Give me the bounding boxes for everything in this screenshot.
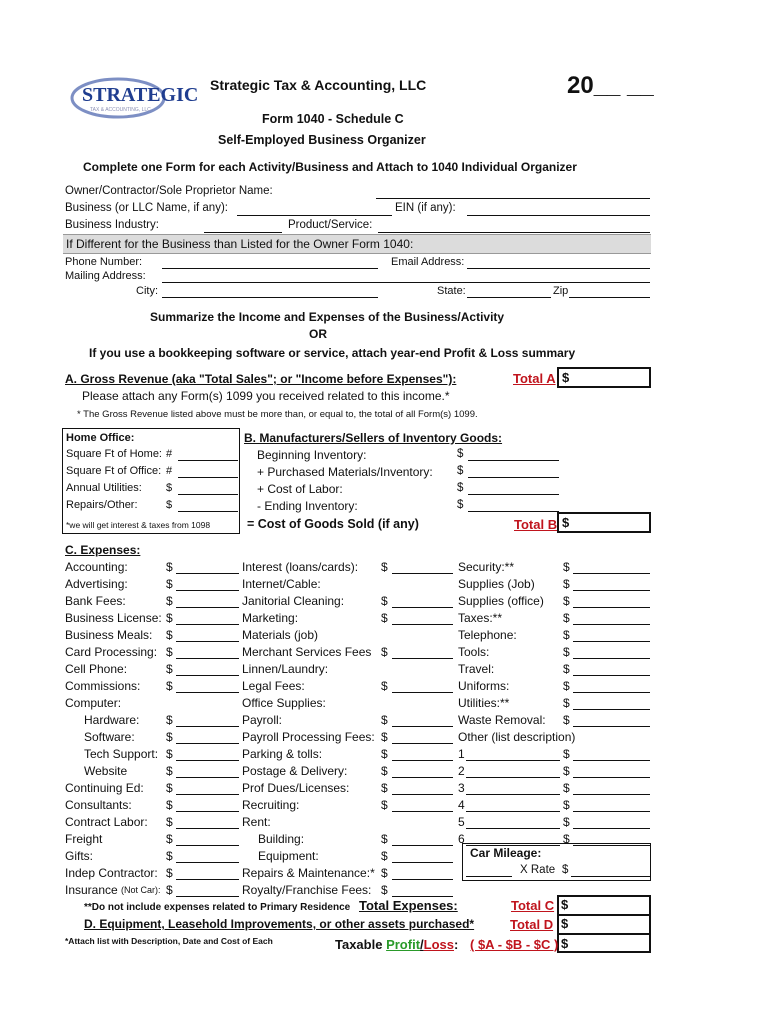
- expense-dollar: $: [381, 713, 388, 727]
- company-title: Strategic Tax & Accounting, LLC: [210, 77, 427, 93]
- expense-field[interactable]: [392, 811, 453, 812]
- expense-dollar: $: [563, 798, 570, 812]
- expense-dollar: $: [381, 679, 388, 693]
- taxable-label: [335, 937, 458, 952]
- expense-label: Telephone:: [458, 628, 517, 642]
- expense-dollar: $: [563, 628, 570, 642]
- expense-label: Building:: [258, 832, 305, 846]
- expense-dollar: $: [563, 645, 570, 659]
- expense-label: Insurance: [65, 883, 118, 897]
- expense-field[interactable]: [573, 641, 650, 642]
- total-a-dollar: $: [562, 370, 570, 385]
- expense-dollar: $: [381, 560, 388, 574]
- expense-dollar: $: [166, 781, 173, 795]
- expense-dollar: $: [381, 645, 388, 659]
- expense-label: Freight: [65, 832, 103, 846]
- expense-label: Payroll Processing Fees:: [242, 730, 375, 744]
- expense-dollar: $: [166, 628, 173, 642]
- expense-label: Materials (job): [242, 628, 319, 642]
- expense-field[interactable]: [176, 641, 239, 642]
- expense-dollar: $: [381, 594, 388, 608]
- expense-dollar: $: [381, 730, 388, 744]
- expense-dollar: $: [563, 832, 570, 846]
- phone-field[interactable]: [162, 268, 378, 269]
- section-a-title: A. Gross Revenue (aka "Total Sales"; or "Income before Expenses"):: [65, 372, 457, 386]
- expense-dollar: $: [166, 730, 173, 744]
- expense-dollar: $: [563, 560, 570, 574]
- expense-field[interactable]: [176, 692, 239, 693]
- summary-line3: If you use a bookkeeping software or service, attach year-end Profit & Loss summary: [89, 346, 576, 360]
- home-office-item-symbol: #: [166, 465, 173, 477]
- expense-label: Computer:: [65, 696, 122, 710]
- total-c-label: Total C: [511, 898, 555, 913]
- home-office-item-label: Square Ft of Home:: [66, 448, 162, 460]
- taxable-dollar: $: [561, 936, 569, 951]
- logo-sub: TAX & ACCOUNTING, LLC: [90, 107, 151, 113]
- expense-label: 3: [458, 781, 465, 795]
- expense-label: Prof Dues/Licenses:: [242, 781, 350, 795]
- loss-word: Loss: [423, 937, 454, 952]
- expense-field[interactable]: [176, 862, 239, 863]
- expense-field[interactable]: [392, 760, 453, 761]
- expense-label: Repairs & Maintenance:*: [242, 866, 375, 880]
- city-field[interactable]: [162, 297, 378, 298]
- expense-dollar: $: [381, 764, 388, 778]
- expense-label: Consultants:: [65, 798, 132, 812]
- expense-dollar: $: [166, 883, 173, 897]
- expense-dollar: $: [563, 594, 570, 608]
- expense-field[interactable]: [573, 726, 650, 727]
- different-banner: [63, 234, 651, 254]
- expense-field[interactable]: [573, 692, 650, 693]
- expense-dollar: $: [166, 832, 173, 846]
- expense-label: Software:: [84, 730, 135, 744]
- expense-field[interactable]: [176, 879, 239, 880]
- different-label: If Different for the Business than Listed for the Owner Form 1040:: [66, 237, 414, 251]
- expense-dollar: $: [166, 815, 173, 829]
- inventory-item-field[interactable]: [468, 460, 559, 461]
- ein-field[interactable]: [467, 215, 650, 216]
- home-office-item-symbol: $: [166, 482, 173, 494]
- expense-field[interactable]: [573, 573, 650, 574]
- inventory-item-dollar: $: [457, 482, 464, 494]
- expense-field[interactable]: [573, 794, 650, 795]
- expense-dollar: $: [381, 798, 388, 812]
- home-office-note: *we will get interest & taxes from 1098: [66, 520, 211, 530]
- home-office-item-field[interactable]: [178, 477, 238, 478]
- expense-field[interactable]: [176, 590, 239, 591]
- expense-label: Cell Phone:: [65, 662, 128, 676]
- expense-field[interactable]: [573, 828, 650, 829]
- expense-label: Recruiting:: [242, 798, 300, 812]
- home-office-title: Home Office:: [66, 432, 135, 444]
- expense-dollar: $: [381, 832, 388, 846]
- expense-field[interactable]: [392, 862, 453, 863]
- total-b-dollar: $: [562, 515, 570, 530]
- totals-box: [557, 895, 651, 953]
- instruction: Complete one Form for each Activity/Business and Attach to 1040 Individual Organizer: [83, 160, 577, 174]
- expense-label: 1: [458, 747, 465, 761]
- car-mileage-rate: X Rate: [520, 864, 556, 876]
- city-label: City:: [136, 285, 158, 297]
- expense-label: Travel:: [458, 662, 495, 676]
- home-office-item-label: Square Ft of Office:: [66, 465, 162, 477]
- home-office-item-field[interactable]: [178, 494, 238, 495]
- expense-label: Continuing Ed:: [65, 781, 144, 795]
- owner-name-field[interactable]: [376, 198, 650, 199]
- expense-field[interactable]: [176, 624, 239, 625]
- state-field[interactable]: [467, 297, 551, 298]
- total-d-divider: [557, 933, 651, 935]
- expense-label: Utilities:**: [458, 696, 510, 710]
- other-description-field[interactable]: [466, 777, 560, 778]
- expense-label: Equipment:: [258, 849, 319, 863]
- section-c-title: C. Expenses:: [65, 543, 141, 557]
- expense-dollar: $: [166, 662, 173, 676]
- expense-field[interactable]: [176, 896, 239, 897]
- expense-label: Uniforms:: [458, 679, 510, 693]
- expense-dollar: $: [166, 866, 173, 880]
- expense-label: Supplies (office): [458, 594, 544, 608]
- expense-label: Royalty/Franchise Fees:: [242, 883, 372, 897]
- expense-dollar: $: [381, 866, 388, 880]
- expense-dollar: $: [381, 883, 388, 897]
- car-mileage-amount[interactable]: [571, 876, 650, 877]
- total-c-divider: [557, 914, 651, 916]
- form-subtitle: Self-Employed Business Organizer: [218, 133, 426, 147]
- expense-label: Interest (loans/cards):: [242, 560, 359, 574]
- total-expenses-label: Total Expenses:: [359, 898, 458, 913]
- car-mileage-dollar: $: [562, 864, 569, 876]
- expense-dollar: $: [563, 662, 570, 676]
- insurance-note: (Not Car):: [121, 885, 161, 895]
- expense-field[interactable]: [176, 573, 239, 574]
- expense-dollar: $: [563, 679, 570, 693]
- home-office-item-label: Repairs/Other:: [66, 499, 138, 511]
- expense-field[interactable]: [392, 777, 453, 778]
- other-description-field[interactable]: [466, 760, 560, 761]
- zip-label: Zip: [553, 285, 569, 297]
- expense-field[interactable]: [176, 811, 239, 812]
- slash: /: [420, 937, 424, 952]
- expense-label: Office Supplies:: [242, 696, 326, 710]
- expense-dollar: $: [381, 611, 388, 625]
- expense-field[interactable]: [392, 607, 453, 608]
- expense-field[interactable]: [176, 675, 239, 676]
- expense-dollar: $: [166, 594, 173, 608]
- expense-label: Other (list description): [458, 730, 576, 744]
- expense-label: Contract Labor:: [65, 815, 148, 829]
- expense-dollar: $: [563, 764, 570, 778]
- expense-label: Postage & Delivery:: [242, 764, 348, 778]
- inventory-item-field[interactable]: [468, 477, 559, 478]
- expense-label: Merchant Services Fees: [242, 645, 372, 659]
- expense-field[interactable]: [392, 573, 453, 574]
- expense-dollar: $: [166, 849, 173, 863]
- total-d-dollar: $: [561, 916, 569, 931]
- expense-field[interactable]: [392, 794, 453, 795]
- expense-label: Waste Removal:: [458, 713, 546, 727]
- expense-label: Hardware:: [84, 713, 140, 727]
- other-description-field[interactable]: [466, 828, 560, 829]
- ein-label: EIN (if any):: [395, 202, 456, 214]
- other-description-field[interactable]: [466, 794, 560, 795]
- logo-name: STRATEGIC: [82, 84, 199, 106]
- expense-dollar: $: [563, 781, 570, 795]
- inventory-item-field[interactable]: [468, 511, 559, 512]
- expense-label: Commissions:: [65, 679, 141, 693]
- expense-label: Tech Support:: [84, 747, 159, 761]
- attach-note: *Attach list with Description, Date and Cost of Each: [65, 936, 273, 946]
- company-logo: [68, 74, 199, 122]
- expense-field[interactable]: [573, 675, 650, 676]
- expense-field[interactable]: [573, 845, 650, 846]
- expense-label: 2: [458, 764, 465, 778]
- inventory-item-label: - Ending Inventory:: [257, 499, 358, 513]
- inventory-item-field[interactable]: [468, 494, 559, 495]
- product-field[interactable]: [378, 232, 650, 233]
- expense-field[interactable]: [176, 726, 239, 727]
- expense-label: Card Processing:: [65, 645, 158, 659]
- total-b-label: Total B: [514, 517, 558, 532]
- expense-dollar: $: [381, 849, 388, 863]
- section-d-title: D. Equipment, Leasehold Improvements, or other assets purchased*: [84, 917, 475, 931]
- expense-field[interactable]: [392, 743, 453, 744]
- car-mileage-title: Car Mileage:: [470, 846, 542, 860]
- expense-field[interactable]: [573, 709, 650, 710]
- summary-or: OR: [309, 327, 327, 341]
- inventory-item-dollar: $: [457, 499, 464, 511]
- expense-dollar: $: [166, 679, 173, 693]
- total-b-box[interactable]: [557, 512, 651, 533]
- expense-label: Janitorial Cleaning:: [242, 594, 345, 608]
- expense-field[interactable]: [392, 845, 453, 846]
- expense-label: Business Meals:: [65, 628, 153, 642]
- expense-label: Tools:: [458, 645, 490, 659]
- expense-dollar: $: [381, 781, 388, 795]
- expense-field[interactable]: [573, 777, 650, 778]
- expense-dollar: $: [563, 815, 570, 829]
- expense-field[interactable]: [176, 760, 239, 761]
- total-d-label: Total D: [510, 917, 554, 932]
- expense-dollar: $: [166, 611, 173, 625]
- expense-dollar: $: [166, 764, 173, 778]
- expense-label: Business License:: [65, 611, 162, 625]
- formula-label: ( $A - $B - $C ): [470, 937, 559, 952]
- expense-label: Linnen/Laundry:: [242, 662, 329, 676]
- expense-label: Indep Contractor:: [65, 866, 158, 880]
- mailing-label: Mailing Address:: [65, 270, 146, 282]
- section-b-title: B. Manufacturers/Sellers of Inventory Goods:: [244, 431, 503, 445]
- expense-label: Website: [84, 764, 128, 778]
- expense-label: Parking & tolls:: [242, 747, 323, 761]
- taxable-word: Taxable: [335, 937, 383, 952]
- expense-field[interactable]: [176, 743, 239, 744]
- industry-label: Business Industry:: [65, 219, 159, 231]
- inventory-item-label: + Cost of Labor:: [257, 482, 343, 496]
- expense-field[interactable]: [573, 607, 650, 608]
- total-a-label: Total A: [513, 371, 556, 386]
- expense-dollar: $: [563, 713, 570, 727]
- home-office-item-symbol: #: [166, 448, 173, 460]
- expense-label: Rent:: [242, 815, 271, 829]
- mailing-field[interactable]: [162, 282, 650, 283]
- expense-field[interactable]: [573, 760, 650, 761]
- expense-dollar: $: [563, 747, 570, 761]
- expense-label: 4: [458, 798, 465, 812]
- expense-label: 6: [458, 832, 465, 846]
- colon: :: [454, 937, 459, 952]
- expense-label: Accounting:: [65, 560, 128, 574]
- product-label: Product/Service:: [288, 219, 373, 231]
- owner-name-label: Owner/Contractor/Sole Proprietor Name:: [65, 185, 273, 197]
- section-a-note: Please attach any Form(s) 1099 you received related to this income.*: [82, 389, 450, 403]
- expense-field[interactable]: [176, 658, 239, 659]
- tax-year: 20__ __: [567, 72, 654, 99]
- expense-field[interactable]: [392, 879, 453, 880]
- expense-label: Taxes:**: [458, 611, 503, 625]
- inventory-item-label: Beginning Inventory:: [257, 448, 367, 462]
- residence-note: **Do not include expenses related to Primary Residence: [84, 902, 351, 913]
- expense-field[interactable]: [392, 658, 453, 659]
- expense-dollar: $: [563, 611, 570, 625]
- phone-label: Phone Number:: [65, 256, 143, 268]
- home-office-item-label: Annual Utilities:: [66, 482, 142, 494]
- cogs-label: = Cost of Goods Sold (if any): [247, 517, 419, 531]
- total-a-box[interactable]: [557, 367, 651, 388]
- expense-label: Payroll:: [242, 713, 283, 727]
- expense-label: 5: [458, 815, 465, 829]
- profit-word: Profit: [386, 937, 421, 952]
- expense-label: Advertising:: [65, 577, 128, 591]
- expense-dollar: $: [563, 577, 570, 591]
- expense-dollar: $: [563, 696, 570, 710]
- expense-label: Bank Fees:: [65, 594, 126, 608]
- expense-field[interactable]: [176, 845, 239, 846]
- email-label: Email Address:: [391, 256, 465, 268]
- expense-label: Internet/Cable:: [242, 577, 321, 591]
- inventory-item-label: + Purchased Materials/Inventory:: [257, 465, 433, 479]
- expense-field[interactable]: [176, 777, 239, 778]
- expense-field[interactable]: [573, 658, 650, 659]
- section-a-footnote: * The Gross Revenue listed above must be more than, or equal to, the total of all Form(s) 1099.: [77, 409, 478, 420]
- expense-dollar: $: [381, 747, 388, 761]
- form-title: Form 1040 - Schedule C: [262, 112, 404, 126]
- home-office-item-field[interactable]: [178, 511, 238, 512]
- expense-field[interactable]: [573, 590, 650, 591]
- expense-label: Legal Fees:: [242, 679, 305, 693]
- expense-label: Supplies (Job): [458, 577, 535, 591]
- expense-field[interactable]: [392, 896, 453, 897]
- expense-dollar: $: [166, 577, 173, 591]
- home-office-item-symbol: $: [166, 499, 173, 511]
- expense-dollar: $: [166, 560, 173, 574]
- expense-field[interactable]: [392, 726, 453, 727]
- expense-field[interactable]: [573, 624, 650, 625]
- car-mileage-field[interactable]: [466, 876, 512, 877]
- expense-field[interactable]: [392, 624, 453, 625]
- summary-line1: Summarize the Income and Expenses of the Business/Activity: [150, 310, 505, 324]
- expense-dollar: $: [166, 645, 173, 659]
- expense-field[interactable]: [573, 811, 650, 812]
- home-office-item-field[interactable]: [178, 460, 238, 461]
- expense-dollar: $: [166, 713, 173, 727]
- inventory-item-dollar: $: [457, 448, 464, 460]
- expense-field[interactable]: [176, 794, 239, 795]
- expense-label: Security:**: [458, 560, 515, 574]
- state-label: State:: [437, 285, 466, 297]
- expense-field[interactable]: [176, 607, 239, 608]
- expense-field[interactable]: [392, 692, 453, 693]
- other-description-field[interactable]: [466, 811, 560, 812]
- expense-dollar: $: [166, 798, 173, 812]
- expense-dollar: $: [166, 747, 173, 761]
- inventory-item-dollar: $: [457, 465, 464, 477]
- business-name-field[interactable]: [237, 215, 392, 216]
- zip-field[interactable]: [569, 297, 650, 298]
- other-description-field[interactable]: [466, 845, 560, 846]
- expense-field[interactable]: [176, 828, 239, 829]
- expense-label: Gifts:: [65, 849, 94, 863]
- total-c-dollar: $: [561, 897, 569, 912]
- business-name-label: Business (or LLC Name, if any):: [65, 202, 228, 214]
- email-field[interactable]: [467, 268, 650, 269]
- expense-label: Marketing:: [242, 611, 299, 625]
- industry-field[interactable]: [204, 232, 282, 233]
